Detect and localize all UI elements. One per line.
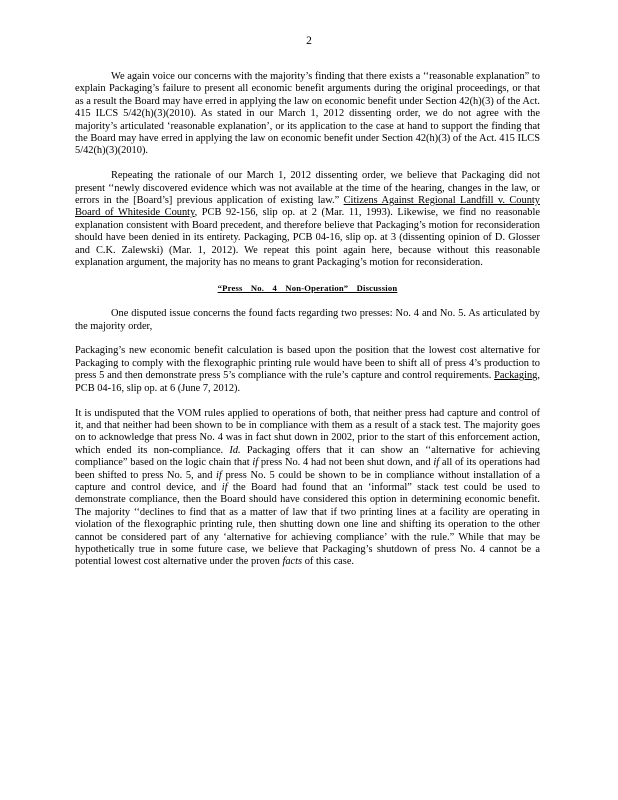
para2-text-after-case: , PCB 92-156, slip op. at 2 (Mar. 11, 1993). Likewise, we find no reasonable explanation consistent with Board precedent, and therefore believe that Packaging’s motion for reconsideration should have been denied in its entirety. Packaging, PCB 04-16, slip op. at 3 (dissenting opinion of D. Glosser and C.K. Zalewski) (Mar. 1, 2012). We repeat this point again here, because without this reasonable explanation argument, the majority has no means to grant Packaging’s motion for reconsideration.	[75, 207, 540, 269]
para4-segment: Packaging offers that it can show an ‘‘alternative for achieving compliance” based on the logic chain that	[75, 444, 540, 469]
italic-if: if	[216, 469, 222, 481]
italic-if: if	[252, 457, 259, 469]
section-heading-text: “Press No. 4 Non-Operation” Discussion	[217, 282, 398, 293]
para4-segment: of this case.	[302, 556, 355, 568]
paragraph-reasonable-explanation: We again voice our concerns with the majority’s finding that there exists a ‘‘reasonable explanation” to explain Packaging’s failure to present all economic benefit arguments during the original proceedings, or that as a result the Board may have erred in applying the law on economic benefit under Section 42(h)(3) of the Act. 415 ILCS 5/42(h)(3)(2010). As stated in our March 1, 2012 dissenting order, we do not agree with the majority’s articulated ‘reasonable explanation’, or its application to the case at hand to support the finding that the Board may have erred in applying the law on economic benefit under Section 42(h)(3) of the Act. 415 ILCS 5/42(h)(3)(2010).	[75, 71, 540, 157]
para4-segment: press No. 5 could be shown to be in compliance without installation of a capture and control device, and	[75, 469, 540, 493]
quote-case-name: Packaging	[494, 370, 538, 382]
paragraph-undisputed	[75, 408, 540, 569]
para4-segment: the Board had found that an ‘informal” stack test could be used to demonstrate compliance, then the Board should have considered this option in determining economic benefit. The majority ‘‘declines to find that as a matter of law that if two printing lines at a facility are operating in violation of the flexographic printing rule, then shutting down one line and shifting its operation to the other cannot be considered part of any ‘alternative for achieving compliance’ with the rule.” While that may be hypothetically true in some future case, we believe that Packaging’s shutdown of press No. 4 cannot be a potential lowest cost alternative under the proven	[75, 481, 540, 568]
paragraph-disputed-issue: One disputed issue concerns the found facts regarding two presses: No. 4 and No. 5. As articulated by the majority order,	[75, 308, 540, 332]
document-body	[75, 71, 540, 581]
page-number: 2	[306, 35, 312, 47]
paragraph-rationale	[75, 170, 540, 269]
section-heading	[75, 282, 540, 294]
para4-segment: It is undisputed that the VOM rules applied to operations of both, that neither press had capture and control of it, and that neither had been shown to be in compliance with them as a result of a stack test. The majority goes on to acknowledge that press No. 4 was in fact shut down in 2002, prior to the start of this enforcement action, which ended its non-compliance.	[75, 407, 540, 456]
para4-segment: press No. 4 had not been shut down, and	[258, 457, 434, 469]
block-quote	[75, 345, 540, 395]
id-citation: Id.	[229, 444, 241, 456]
para2-text-before-case: Repeating the rationale of our March 1, 2012 dissenting order, we believe that Packaging did not present ‘‘newly discovered evidence which was not available at the time of the hearing, changes in the law, or errors in the [Board’s] previous application of existing law.”	[75, 170, 540, 207]
case-citation-citizens: Citizens Against Regional Landfill v. County Board of Whiteside County	[75, 195, 540, 219]
italic-if: if	[433, 457, 440, 469]
italic-if: if	[221, 481, 228, 493]
quote-text: Packaging’s new economic benefit calculation is based upon the position that the lowest cost alternative for Packaging to comply with the flexographic printing rule would have been to shift all of press 4’s production to press 5 and then demonstrate press 5’s compliance with the rule’s capture and control requirements.	[75, 345, 540, 382]
italic-facts: facts	[282, 556, 303, 568]
quote-citation: , PCB 04-16, slip op. at 6 (June 7, 2012).	[75, 370, 540, 394]
para4-segment: all of its operations had been shifted to press No. 5, and	[75, 457, 540, 481]
